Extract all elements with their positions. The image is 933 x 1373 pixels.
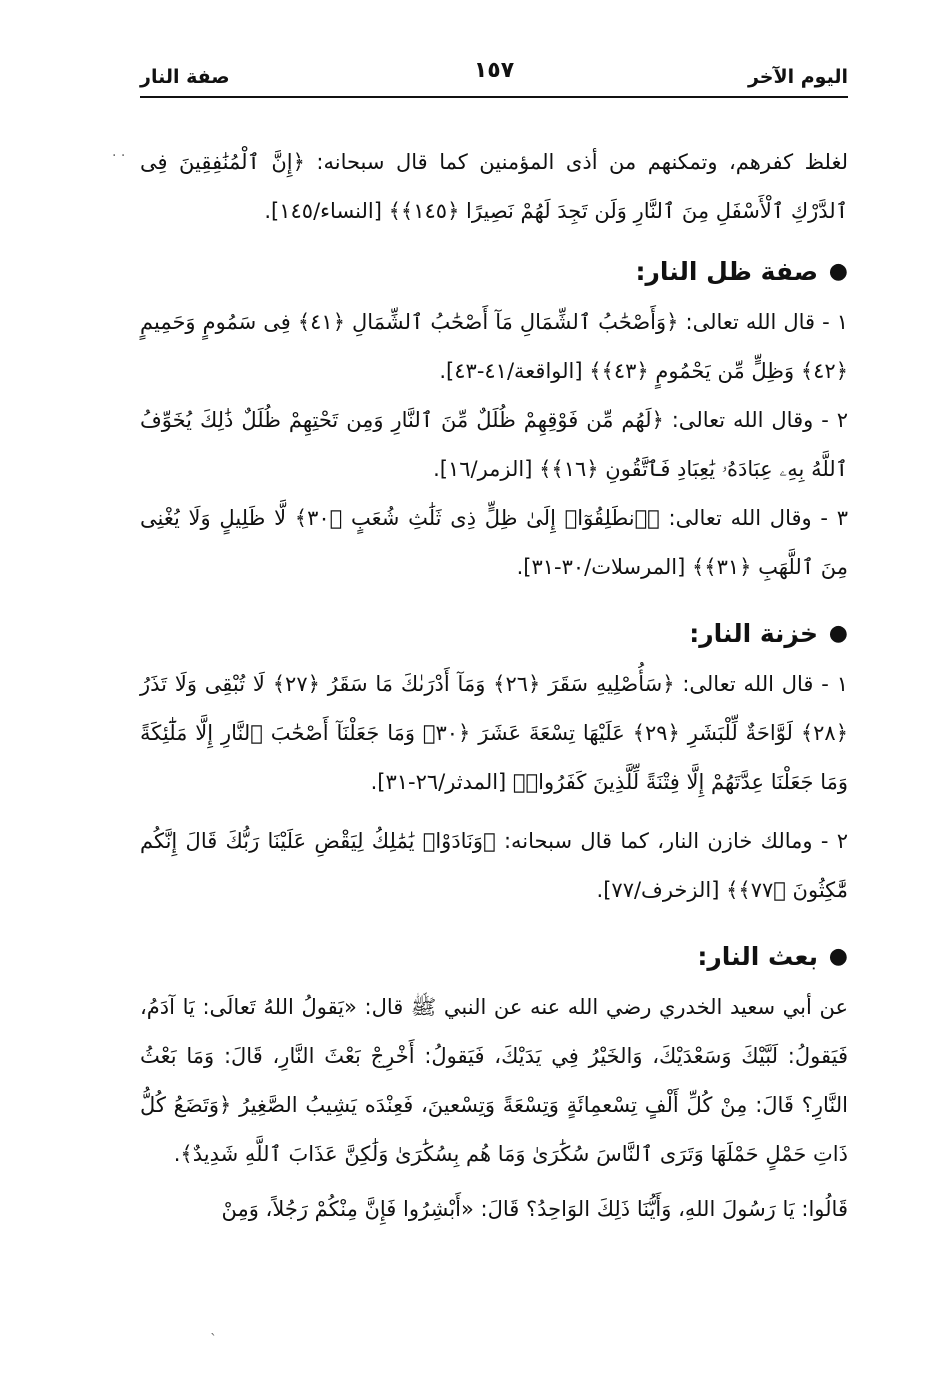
list-item: ١ - قال الله تعالى: ﴿وَأَصْحَٰبُ ٱلشِّمَالِ مَآ أَصْحَٰبُ ٱلشِّمَالِ ﴿٤١﴾ فِى سَمُومٍ وَحَمِيمٍ ﴿٤٢﴾ وَظِلٍّ مِّن يَحْمُومٍ ﴿٤٣﴾﴾ [الواقعة/٤١-٤٣].	[140, 310, 848, 383]
bullet-icon: ●	[828, 944, 848, 969]
running-title-left: صفة النار	[140, 66, 230, 88]
list-item: ٢ - وقال الله تعالى: ﴿لَهُم مِّن فَوْقِهِمْ ظُلَلٌ مِّنَ ٱلنَّارِ وَمِن تَحْتِهِمْ ظُلَلٌ ذَٰلِكَ يُخَوِّفُ ٱللَّهُ بِهِۦ عِبَادَهُۥ يَٰعِبَادِ فَٱتَّقُونِ ﴿١٦﴾﴾ [الزمر/١٦].	[140, 408, 848, 481]
section-heading-text: خزنة النار:	[689, 619, 818, 648]
scan-mark: · ·	[112, 148, 126, 164]
list-item: ٣ - وقال الله تعالى: ﴿ٱنطَلِقُوٓا۟ إِلَىٰ ظِلٍّ ذِى ثَلَٰثِ شُعَبٍ ﴿٣٠﴾ لَّا ظَلِيلٍ وَلَا يُغْنِى مِنَ ٱللَّهَبِ ﴿٣١﴾﴾ [المرسلات/٣٠-٣١].	[140, 506, 848, 579]
list-item: ٢ - ومالك خازن النار، كما قال سبحانه: ﴿وَنَادَوْا۟ يَٰمَٰلِكُ لِيَقْضِ عَلَيْنَا رَبُّكَ قَالَ إِنَّكُم مَّٰكِثُونَ ﴿٧٧﴾﴾ [الزخرف/٧٧].	[140, 829, 848, 902]
section-heading-keepers	[140, 614, 848, 654]
section-heading-text: بعث النار:	[697, 942, 818, 971]
running-title-right: اليوم الآخر	[747, 66, 848, 88]
hadith-paragraph: قَالُوا: يَا رَسُولَ اللهِ، وَأَيُّنَا ذَلِكَ الوَاحِدُ؟ قَالَ: «أَبْشِرُوا فَإِنَّ مِنْكُمْ رَجُلاً، وَمِنْ	[221, 1197, 848, 1221]
section-heading-shadow	[140, 252, 848, 292]
intro-paragraph: لغلظ كفرهم، وتمكنهم من أذى المؤمنين كما قال سبحانه: ﴿إِنَّ ٱلْمُنَٰفِقِينَ فِى ٱلدَّرْكِ ٱلْأَسْفَلِ مِنَ ٱلنَّارِ وَلَن تَجِدَ لَهُمْ نَصِيرًا ﴿١٤٥﴾﴾ [النساء/١٤٥].	[140, 150, 848, 223]
bullet-icon: ●	[828, 621, 848, 646]
page-number: ١٥٧	[473, 58, 515, 83]
section-heading-text: صفة ظل النار:	[635, 257, 818, 286]
section-heading-sending	[140, 937, 848, 977]
page-body	[140, 138, 848, 1234]
scan-mark: ˎ	[210, 1320, 217, 1336]
bullet-icon: ●	[828, 259, 848, 284]
page-header	[140, 58, 848, 98]
hadith-paragraph: عن أبي سعيد الخدري رضي الله عنه عن النبي ﷺ قال: «يَقولُ اللهُ تَعالَى: يَا آدَمُ، فَيَقولُ: لَبَّيْكَ وَسَعْدَيْكَ، وَالخَيْرُ فِي يَدَيْكَ، فَيَقولُ: أَخْرِجْ بَعْثَ النَّارِ، قَالَ: وَمَا بَعْثُ النَّارِ؟ قَالَ: مِنْ كُلِّ أَلْفٍ تِسْعمِائَةٍ وَتِسْعَةً وَتِسْعينَ، فَعِنْدَه يَشِيبُ الصَّغِيرُ ﴿وَتَضَعُ كُلُّ ذَاتِ حَمْلٍ حَمْلَهَا وَتَرَى ٱلنَّاسَ سُكَٰرَىٰ وَمَا هُم بِسُكَٰرَىٰ وَلَٰكِنَّ عَذَابَ ٱللَّهِ شَدِيدٌ﴾.	[140, 995, 848, 1166]
list-item: ١ - قال الله تعالى: ﴿سَأُصْلِيهِ سَقَرَ ﴿٢٦﴾ وَمَآ أَدْرَىٰكَ مَا سَقَرُ ﴿٢٧﴾ لَا تُبْقِى وَلَا تَذَرُ ﴿٢٨﴾ لَوَّاحَةٌ لِّلْبَشَرِ ﴿٢٩﴾ عَلَيْهَا تِسْعَةَ عَشَرَ ﴿٣٠﴾ وَمَا جَعَلْنَآ أَصْحَٰبَ ٱلنَّارِ إِلَّا مَلَٰٓئِكَةً وَمَا جَعَلْنَا عِدَّتَهُمْ إِلَّا فِتْنَةً لِّلَّذِينَ كَفَرُوا۟﴾ [المدثر/٢٦-٣١].	[140, 672, 849, 794]
